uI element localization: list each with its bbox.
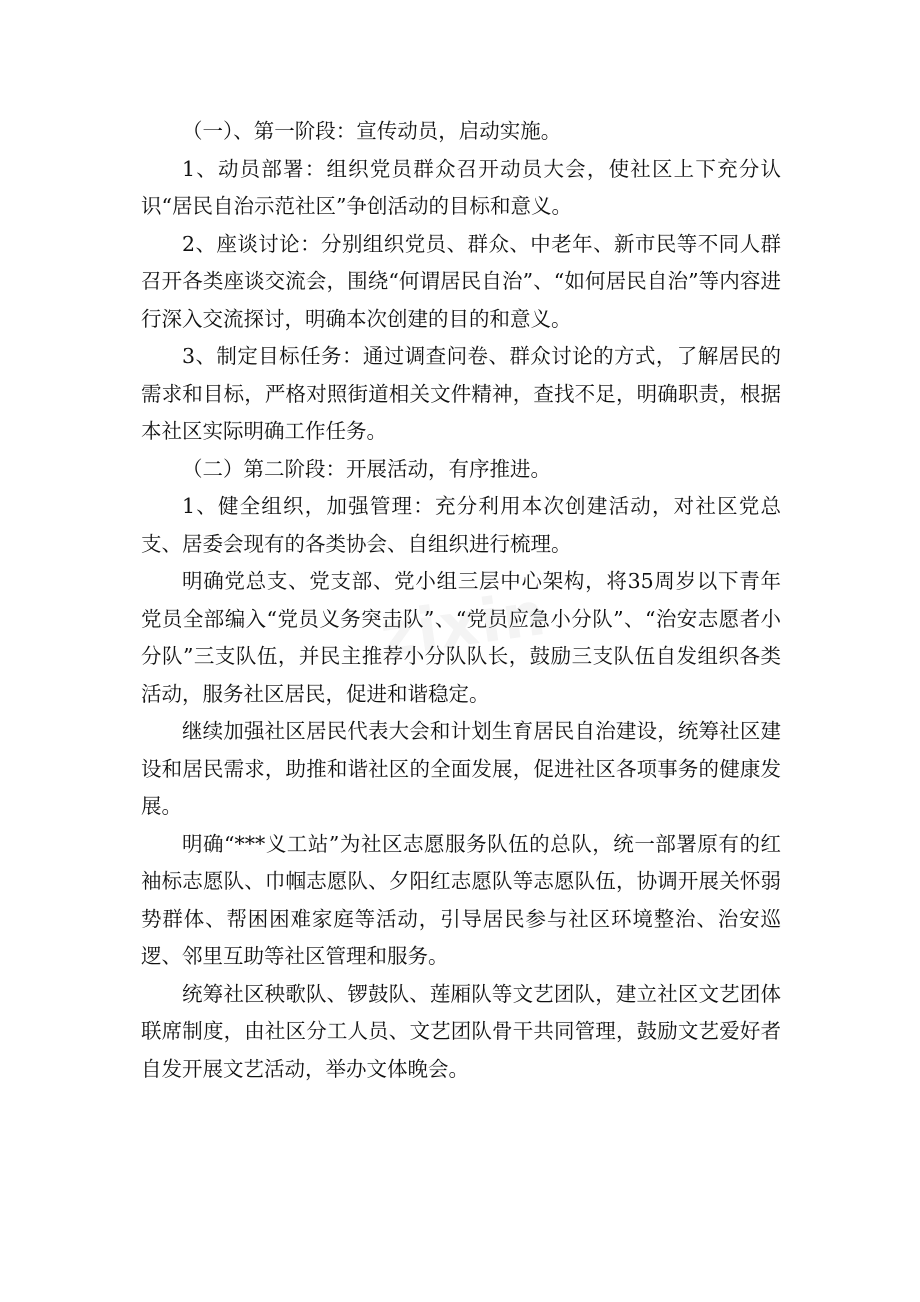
paragraph-organization: 1、健全组织，加强管理：充分利用本次创建活动，对社区党总支、居委会现有的各类协会、自组织进行梳理。: [141, 494, 781, 556]
paragraph-party-structure: 明确党总支、党支部、党小组三层中心架构，将35周岁以下青年党员全部编入“党员义务突击队”、“党员应急小分队”、“治安志愿者小分队”三支队伍，并民主推荐小分队队长，鼓励三支队伍自发组织各类活动，服务社区居民，促进和谐稳定。: [141, 569, 781, 706]
section-heading-stage-two: （二）第二阶段：开展活动，有序推进。: [182, 456, 551, 481]
paragraph-volunteer-station: 明确“***义工站”为社区志愿服务队伍的总队，统一部署原有的红袖标志愿队、巾帼志愿队、夕阳红志愿队等志愿队伍，协调开展关怀弱势群体、帮困困难家庭等活动，引导居民参与社区环境整治、治安巡逻、邻里互助等社区管理和服务。: [141, 831, 781, 968]
document-body: [141, 113, 781, 1088]
paragraph-resident-congress: 继续加强社区居民代表大会和计划生育居民自治建设，统筹社区建设和居民需求，助推和谐社区的全面发展，促进社区各项事务的健康发展。: [141, 719, 781, 818]
paragraph-goals: 3、制定目标任务：通过调查问卷、群众讨论的方式，了解居民的需求和目标，严格对照街道相关文件精神，查找不足，明确职责，根据本社区实际明确工作任务。: [141, 344, 781, 443]
paragraph-mobilization: 1、动员部署：组织党员群众召开动员大会，使社区上下充分认识“居民自治示范社区”争创活动的目标和意义。: [141, 156, 781, 218]
section-heading-stage-one: （一）、第一阶段：宣传动员，启动实施。: [182, 119, 562, 143]
paragraph-arts-teams: 统筹社区秧歌队、锣鼓队、莲厢队等文艺团队，建立社区文艺团体联席制度，由社区分工人员、文艺团队骨干共同管理，鼓励文艺爱好者自发开展文艺活动，举办文体晚会。: [141, 981, 781, 1081]
paragraph-discussion: 2、座谈讨论：分别组织党员、群众、中老年、新市民等不同人群召开各类座谈交流会，围绕“何谓居民自治”、“如何居民自治”等内容进行深入交流探讨，明确本次创建的目的和意义。: [141, 231, 781, 331]
